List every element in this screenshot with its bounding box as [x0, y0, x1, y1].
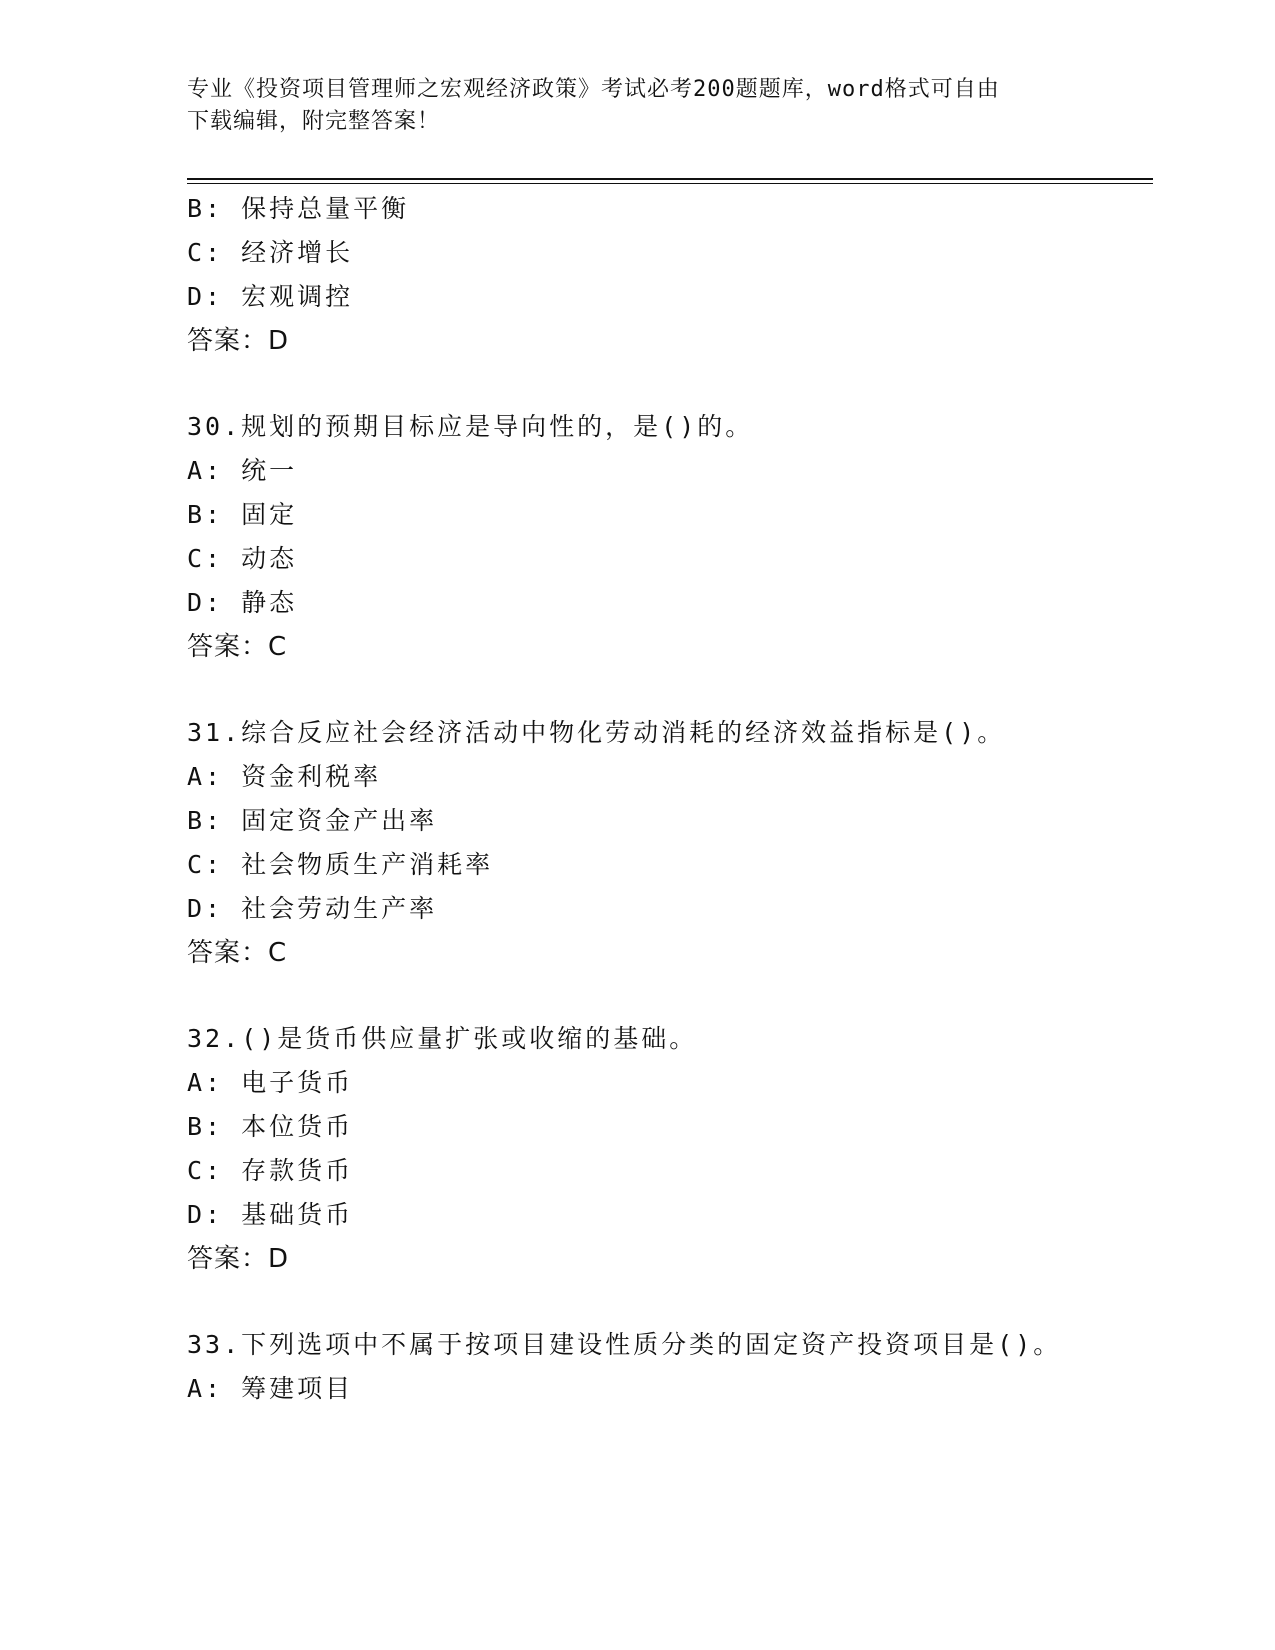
option-b: B: 保持总量平衡: [187, 194, 410, 223]
option-c: C: 存款货币: [187, 1156, 354, 1185]
option-a: A: 筹建项目: [187, 1374, 354, 1403]
header-line-1: 专业《投资项目管理师之宏观经济政策》考试必考200题题库，word格式可自由: [187, 77, 1000, 102]
option-d: D: 宏观调控: [187, 282, 354, 311]
answer-line: 答案：D: [187, 1244, 290, 1274]
option-a: A: 统一: [187, 456, 298, 485]
option-a: A: 电子货币: [187, 1068, 354, 1097]
option-b: B: 固定资金产出率: [187, 806, 438, 835]
question-stem: 33.下列选项中不属于按项目建设性质分类的固定资产投资项目是()。: [187, 1330, 1062, 1359]
option-d: D: 社会劳动生产率: [187, 894, 438, 923]
answer-line: 答案：C: [187, 938, 288, 968]
option-d: D: 静态: [187, 588, 298, 617]
option-a: A: 资金利税率: [187, 762, 382, 791]
question-stem: 31.综合反应社会经济活动中物化劳动消耗的经济效益指标是()。: [187, 718, 1006, 747]
question-stem: 32.()是货币供应量扩张或收缩的基础。: [187, 1024, 698, 1053]
header-line-2: 下载编辑，附完整答案！: [187, 109, 441, 134]
header-divider-thick: [187, 178, 1153, 180]
option-c: C: 动态: [187, 544, 298, 573]
option-b: B: 本位货币: [187, 1112, 354, 1141]
header-divider-thin: [187, 183, 1153, 184]
option-c: C: 经济增长: [187, 238, 354, 267]
answer-line: 答案：C: [187, 632, 288, 662]
answer-line: 答案：D: [187, 326, 290, 356]
option-d: D: 基础货币: [187, 1200, 354, 1229]
document-header: [187, 74, 1067, 138]
question-stem: 30.规划的预期目标应是导向性的，是()的。: [187, 412, 754, 441]
option-b: B: 固定: [187, 500, 298, 529]
option-c: C: 社会物质生产消耗率: [187, 850, 494, 879]
